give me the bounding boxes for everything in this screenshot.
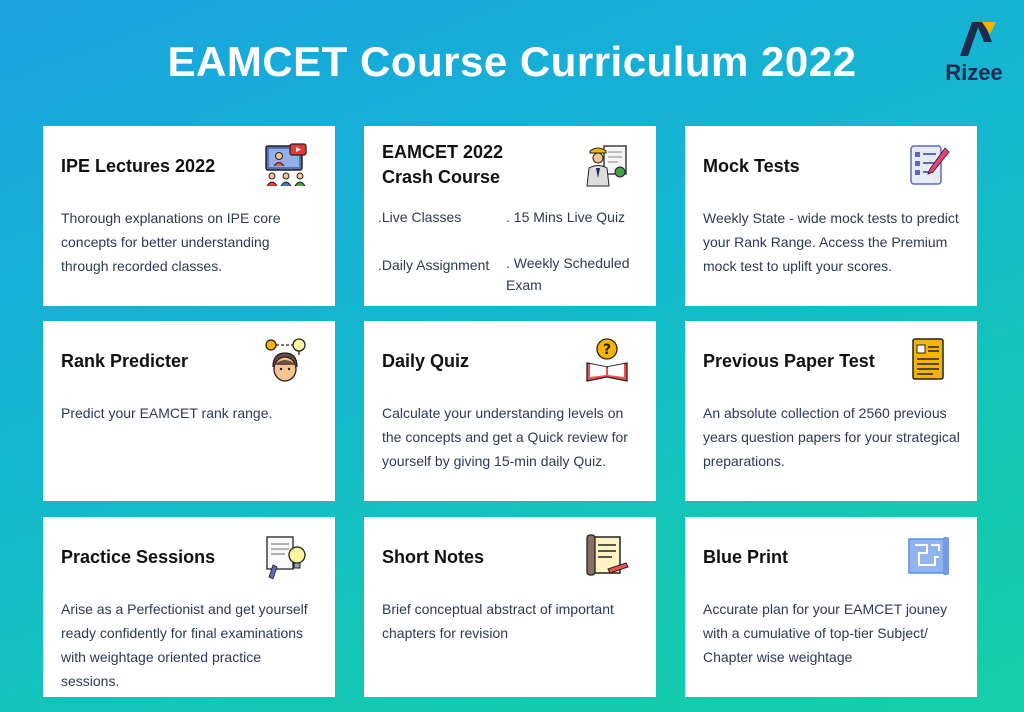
card-description: Weekly State - wide mock tests to predict your Rank Range. Access the Premium mock test to uplift your scores.	[703, 210, 959, 274]
card-rank-predicter	[43, 321, 335, 501]
card-practice-sessions	[43, 517, 335, 697]
card-description: Predict your EAMCET rank range.	[61, 405, 273, 421]
page-title: EAMCET Course Curriculum 2022	[167, 38, 857, 85]
card-description: Thorough explanations on IPE core concepts for better understanding through recorded classes.	[61, 210, 281, 274]
card-description: Brief conceptual abstract of important chapters for revision	[382, 601, 614, 641]
card-title	[382, 140, 582, 190]
idea-paper-icon	[263, 533, 309, 579]
feature-item: .Daily Assignment	[378, 257, 490, 273]
card-title: Short Notes	[382, 547, 485, 567]
card-title: Previous Paper Test	[703, 351, 875, 371]
card-blue-print	[685, 517, 977, 697]
feature-item: . 15 Mins Live Quiz	[506, 209, 626, 225]
card-title-line2: Crash Course	[382, 167, 501, 187]
rizee-logo	[938, 18, 1010, 90]
card-previous-paper-test	[685, 321, 977, 501]
card-title: Daily Quiz	[382, 351, 470, 371]
card-title: Mock Tests	[703, 156, 800, 176]
card-short-notes	[364, 517, 656, 697]
teacher-board-icon	[584, 142, 630, 188]
card-title-line1: EAMCET 2022	[382, 142, 504, 162]
card-description: An absolute collection of 2560 previous years question papers for your strategical preparations.	[703, 405, 960, 469]
card-description: Accurate plan for your EAMCET jouney with a cumulative of top-tier Subject/ Chapter wise weightage	[703, 601, 948, 665]
card-mock-tests	[685, 126, 977, 306]
card-description: Calculate your understanding levels on the concepts and get a Quick review for yourself by giving 15-min daily Quiz.	[382, 405, 628, 469]
question-book-icon	[584, 337, 630, 383]
feature-item: .Live Classes	[378, 209, 462, 225]
video-lecture-icon	[263, 142, 309, 188]
thinking-person-icon	[263, 337, 309, 383]
document-icon	[905, 337, 951, 383]
card-crash-course	[364, 126, 656, 306]
card-title: Practice Sessions	[61, 547, 216, 567]
card-ipe-lectures	[43, 126, 335, 306]
card-title: Blue Print	[703, 547, 789, 567]
card-description: Arise as a Perfectionist and get yourself ready confidently for final examinations with weightage oriented practice sessions.	[61, 601, 308, 689]
notes-scroll-icon	[584, 533, 630, 579]
checklist-icon	[905, 142, 951, 188]
card-title: Rank Predicter	[61, 351, 189, 371]
card-title: IPE Lectures 2022	[61, 156, 216, 176]
card-daily-quiz	[364, 321, 656, 501]
feature-item: . Weekly Scheduled Exam	[506, 255, 630, 293]
blueprint-icon	[905, 533, 951, 579]
rizee-logo-text: Rizee	[945, 60, 1003, 85]
svg-text:?: ?	[602, 342, 612, 358]
rizee-mark-icon	[952, 20, 998, 60]
